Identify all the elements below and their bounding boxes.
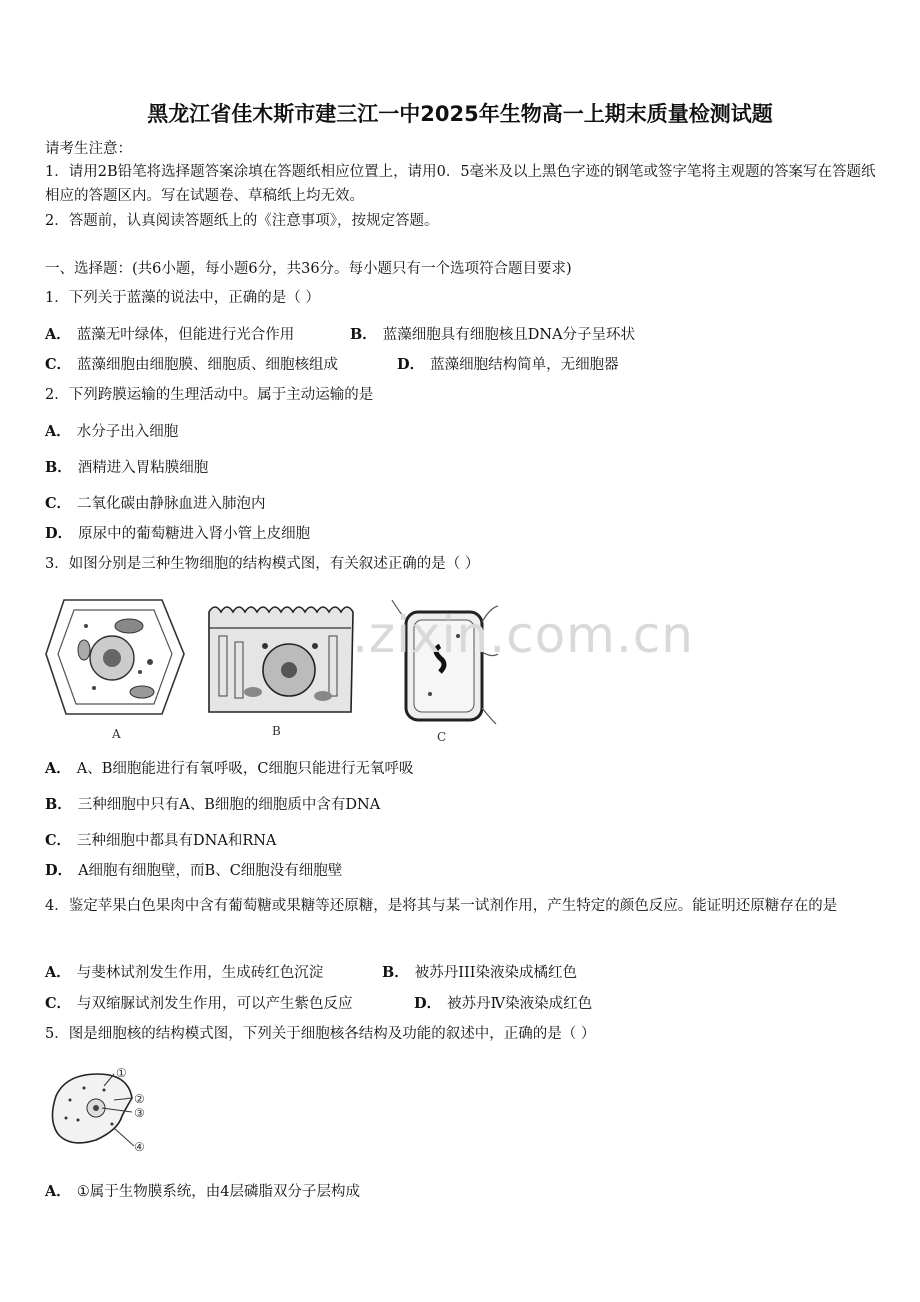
option-letter: A． [45, 423, 71, 440]
figure-label-b: B [272, 724, 281, 738]
option-text: 二氧化碳由静脉血进入肺泡内 [77, 496, 266, 512]
watermark: .zixin.com.cn [352, 606, 694, 664]
figure-label-c: C [437, 730, 447, 744]
nucleus-label-2: ② [134, 1092, 145, 1106]
notice-item-1: 1．请用2B铅笔将选择题答案涂填在答题纸相应位置上，请用0．5毫米及以上黑色字迹的钢笔或签字笔将主观题的答案写在答题纸相应的答题区内。写在试题卷、草稿纸上均无效。 [45, 164, 876, 204]
question-1-stem: 1．下列关于蓝藻的说法中，正确的是（ ） [45, 290, 320, 306]
question-3-option-a [45, 759, 414, 779]
option-letter: B． [45, 459, 72, 476]
option-text: 蓝藻无叶绿体，但能进行光合作用 [76, 327, 295, 343]
option-letter: D． [397, 356, 425, 373]
question-4-options-row-2 [45, 994, 880, 1014]
nucleus-label-1: ① [116, 1066, 127, 1080]
page-title: 黑龙江省佳木斯市建三江一中2025年生物高一上期末质量检测试题 [147, 102, 773, 126]
question-2-option-d [45, 524, 310, 544]
question-2-option-a [45, 422, 178, 442]
option-text: 被苏丹Ⅳ染液染成红色 [447, 996, 593, 1012]
option-text: 三种细胞中都具有DNA和RNA [77, 833, 277, 849]
question-1-options-row-1 [45, 325, 880, 345]
question-5-option-a [45, 1182, 360, 1202]
option-text: 水分子出入细胞 [76, 424, 179, 440]
option-letter: A． [45, 760, 71, 777]
option-letter: D． [45, 862, 73, 879]
plant-cell-figure [44, 592, 186, 722]
question-3-option-c [45, 831, 276, 851]
option-letter: A． [45, 326, 71, 343]
option-letter: C． [45, 495, 72, 512]
option-text: 三种细胞中只有A、B细胞的细胞质中含有DNA [77, 797, 381, 813]
option-text: A、B细胞能进行有氧呼吸，C细胞只能进行无氧呼吸 [76, 761, 414, 777]
figure-label-a: A [112, 727, 121, 741]
option-text: 与斐林试剂发生作用，生成砖红色沉淀 [76, 965, 324, 981]
option-letter: A． [45, 1183, 71, 1200]
option-text: 蓝藻细胞具有细胞核且DNA分子呈环状 [382, 327, 636, 343]
nucleus-label-4: ④ [134, 1140, 145, 1154]
option-text: A细胞有细胞壁，而B、C细胞没有细胞壁 [78, 863, 343, 879]
question-3-stem: 3．如图分别是三种生物细胞的结构模式图，有关叙述正确的是（ ） [45, 556, 480, 572]
section-heading: 一、选择题：(共6小题，每小题6分，共36分。每小题只有一个选项符合题目要求) [45, 261, 572, 277]
notice-item-2: 2．答题前，认真阅读答题纸上的《注意事项》，按规定答题。 [45, 213, 439, 229]
option-text: 与双缩脲试剂发生作用，可以产生紫色反应 [77, 996, 353, 1012]
option-letter: C． [45, 832, 72, 849]
question-3-option-d [45, 861, 342, 881]
nucleus-label-3: ③ [134, 1106, 145, 1120]
option-letter: D． [45, 525, 73, 542]
question-2-option-b [45, 458, 208, 478]
option-text: 蓝藻细胞结构简单，无细胞器 [430, 357, 619, 373]
option-text: ①属于生物膜系统，由4层磷脂双分子层构成 [76, 1184, 360, 1200]
question-2-stem: 2．下列跨膜运输的生理活动中。属于主动运输的是 [45, 387, 374, 403]
notice-heading: 请考生注意： [45, 141, 132, 157]
option-letter: C． [45, 995, 72, 1012]
question-5-stem: 5．图是细胞核的结构模式图，下列关于细胞核各结构及功能的叙述中，正确的是（ ） [45, 1026, 596, 1042]
option-text: 被苏丹III染液染成橘红色 [414, 965, 577, 981]
question-2-option-c [45, 494, 266, 514]
option-letter: B． [350, 326, 377, 343]
question-4-options-row-1 [45, 963, 880, 983]
option-letter: A． [45, 964, 71, 981]
option-text: 原尿中的葡萄糖进入肾小管上皮细胞 [78, 526, 311, 542]
option-letter: B． [382, 964, 409, 981]
option-letter: B． [45, 796, 72, 813]
option-letter: D． [414, 995, 442, 1012]
option-text: 蓝藻细胞由细胞膜、细胞质、细胞核组成 [77, 357, 339, 373]
question-4-stem: 4．鉴定苹果白色果肉中含有葡萄糖或果糖等还原糖，是将其与某一试剂作用，产生特定的颜色反应。能证明还原糖存在的是 [45, 898, 838, 914]
question-1-options-row-2 [45, 355, 880, 375]
question-3-option-b [45, 795, 380, 815]
option-letter: C． [45, 356, 72, 373]
animal-cell-figure [205, 602, 355, 717]
option-text: 酒精进入胃粘膜细胞 [77, 460, 209, 476]
